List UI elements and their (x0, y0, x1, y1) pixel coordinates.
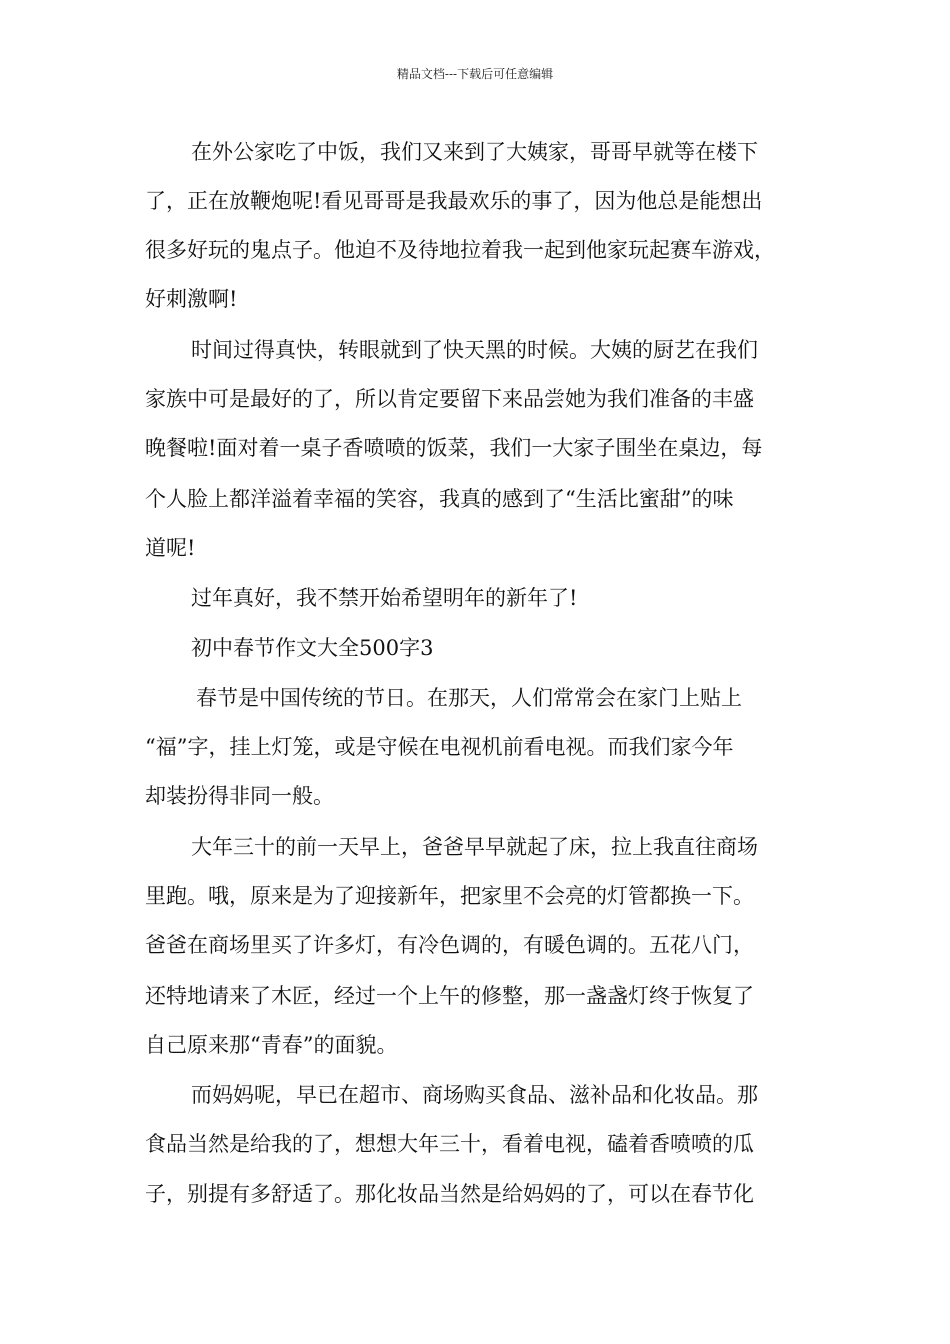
text-line: 还特地请来了木匠，经过一个上午的修整，那一盏盏灯终于恢复了 (145, 984, 754, 1008)
text-line: 时间过得真快，转眼就到了快天黑的时候。大姨的厨艺在我们 (191, 338, 758, 362)
text-line: 子，别提有多舒适了。那化妆品当然是给妈妈的了，可以在春节化 (145, 1182, 754, 1206)
text-line: 晚餐啦!面对着一桌子香喷喷的饭菜，我们一大家子围坐在桌边，每 (145, 436, 763, 460)
text-line: 在外公家吃了中饭，我们又来到了大姨家，哥哥早就等在楼下 (191, 140, 758, 164)
text-line: 里跑。哦，原来是为了迎接新年，把家里不会亮的灯管都换一下。 (145, 884, 754, 908)
text-line: 却装扮得非同一般。 (145, 784, 334, 808)
text-line: 家族中可是最好的了，所以肯定要留下来品尝她为我们准备的丰盛 (145, 387, 754, 411)
text-line: 大年三十的前一天早上，爸爸早早就起了床，拉上我直往商场 (191, 835, 758, 859)
text-line: 春节是中国传统的节日。在那天，人们常常会在家门上贴上 (196, 686, 742, 710)
text-line: “福”字，挂上灯笼，或是守候在电视机前看电视。而我们家今年 (145, 735, 734, 759)
text-line: 爸爸在商场里买了许多灯，有冷色调的，有暖色调的。五花八门， (145, 933, 754, 957)
text-line: 自己原来那“青春”的面貌。 (145, 1033, 398, 1057)
page-header: 精品文档---下载后可任意编辑 (396, 67, 554, 81)
text-line: 过年真好，我不禁开始希望明年的新年了! (191, 586, 578, 610)
text-line: 很多好玩的鬼点子。他迫不及待地拉着我一起到他家玩起赛车游戏， (145, 238, 775, 262)
text-line: 个人脸上都洋溢着幸福的笑容，我真的感到了“生活比蜜甜”的味 (145, 487, 734, 511)
section-heading: 初中春节作文大全500字3 (191, 636, 434, 660)
text-line: 了，正在放鞭炮呢!看见哥哥是我最欢乐的事了，因为他总是能想出 (145, 189, 763, 213)
text-line: 而妈妈呢，早已在超市、商场购买食品、滋补品和化妆品。那 (191, 1083, 758, 1107)
text-line: 食品当然是给我的了，想想大年三十，看着电视，磕着香喷喷的瓜 (145, 1132, 754, 1156)
text-line: 道呢! (145, 536, 196, 560)
text-line: 好刺激啊! (145, 287, 238, 311)
